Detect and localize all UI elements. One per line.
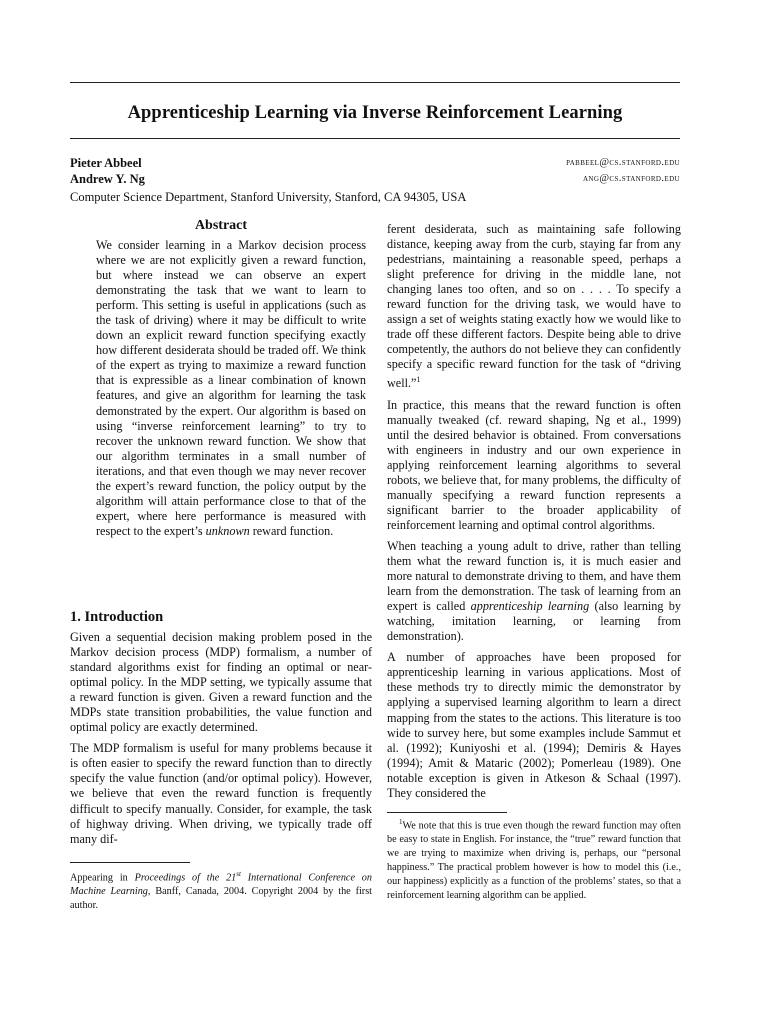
- paper-title: Apprenticeship Learning via Inverse Reinforcement Learning: [127, 103, 623, 123]
- footnote-1-text: We note that this is true even though the reward function may often be easy to state in English. For instance, the “true” reward function that we are trying to maximize when driving is, perhaps, our “personal happiness.” The practical problem however is how to model this (i.e., our happiness) explicitly as a function of the problems’ states, so that a reinforcement learning algorithm can be applied.: [387, 820, 681, 901]
- section-heading-introduction: 1. Introduction: [70, 609, 164, 625]
- abstract-body: [96, 238, 366, 539]
- intro-paragraph-2: The MDP formalism is useful for many problems because it is often easier to specify the reward function than to directly specify the value function (and/or optimal policy). However, we believe that even the reward function is frequently difficult to specify manually. Consider, for example, the task of highway driving. When driving, we typically trade off many dif-: [70, 741, 372, 846]
- abstract-text-main: We consider learning in a Markov decision process where we are not explicitly given a reward function, but where instead we can observe an expert demonstrating the task that we want to learn to perform. This setting is useful in applications (such as the task of driving) where it may be difficult to write down an explicit reward function specifying exactly how different desiderata should be traded off. We think of the expert as trying to maximize a reward function that is expressible as a linear combination of known features, and give an algorithm for learning the task demonstrated by the expert. Our algorithm is based on using “inverse reinforcement learning” to try to recover the unknown reward function. We show that our algorithm terminates in a small number of iterations, and that even though we may never recover the expert’s reward function, the policy output by the algorithm will attain performance close to that of the expert, where here performance is measured with respect to the expert’s: [96, 238, 366, 538]
- intro-paragraph-1: Given a sequential decision making problem posed in the Markov decision process (MDP) formalism, a number of standard algorithms exist for finding an optimal or near-optimal policy. In the MDP setting, we typically assume that a reward function is given. Given a reward function and the MDPs state transition probabilities, the value function and optimal policy are exactly determined.: [70, 630, 372, 735]
- title-bottom-rule: [70, 138, 680, 139]
- footnote-marker-1: 1: [416, 375, 421, 385]
- right-paragraph-4: A number of approaches have been proposed for apprenticeship learning in various applications. Most of these methods try to directly mimic the demonstrator by applying a supervised learning algorithm to learn a direct mapping from the states to the actions. This literature is too wide to survey here, but some examples include Sammut et al. (1992); Kuniyoshi et al. (1994); Demiris & Hayes (1994); Amit & Mataric (2002); Pomerleau (1989). One notable exception is given in Atkeson & Schaal (1997). They considered the: [387, 650, 681, 800]
- proceedings-note-italic-2: International Conference on Machine Learning: [70, 872, 372, 898]
- author-name-1: Pieter Abbeel: [70, 156, 142, 170]
- right-footnote: [387, 816, 681, 903]
- right-paragraph-2: In practice, this means that the reward function is often manually tweaked (cf. reward shaping, Ng et al., 1999) until the desired behavior is obtained. From conversations with engineers in industry and our own experience in applying reinforcement learning algorithms to several robots, we believe that, for many problems, the difficulty of manually specifying a reward function represents a significant barrier to the broader applicability of reinforcement learning and optimal control algorithms.: [387, 397, 681, 532]
- footnote-1: [387, 816, 681, 903]
- right-paragraph-3-b: (also learning by watching, imitation learning, or learning from demonstration).: [387, 599, 681, 644]
- left-footnote: [70, 868, 372, 913]
- author-email-1: pabbeel@cs.stanford.edu: [566, 157, 680, 168]
- footnote-1-mark: 1: [399, 818, 403, 826]
- left-footnote-rule: [70, 862, 190, 863]
- proceedings-note-a: Appearing in: [70, 872, 135, 884]
- proceedings-note-b: , Banff, Canada, 2004. Copyright 2004 by the first author.: [70, 886, 372, 912]
- right-paragraph-1-text: ferent desiderata, such as maintaining safe following distance, keeping away from the curb, staying far from any pedestrians, maintaining a reasonable speed, perhaps a slight preference for driving in the middle lane, not changing lanes too often, and so on . . . . To specify a reward function for the driving task, we would have to assign a set of weights stating exactly how we would like to trade off these different factors. Despite being able to drive competently, the authors do not believe they can confidently specify a specific reward function for the task of “driving well.”: [387, 222, 681, 391]
- proceedings-note-italic: Proceedings of the 21: [134, 872, 237, 884]
- right-paragraph-3: [387, 539, 681, 644]
- proceedings-note-sup: st: [236, 870, 241, 878]
- author-email-2: ang@cs.stanford.edu: [582, 173, 680, 184]
- author-name-2: Andrew Y. Ng: [70, 172, 145, 186]
- abstract-text: [96, 238, 366, 539]
- top-rule: [70, 82, 680, 83]
- right-paragraph-1: [387, 222, 681, 392]
- intro-column: [70, 630, 372, 847]
- right-paragraph-3-a: When teaching a young adult to drive, rather than telling them what the reward function is, it is much easier and more natural to demonstrate driving to them, and have them learn from the demonstration. The task of learning from an expert is called: [387, 539, 681, 614]
- abstract-text-end: reward function.: [249, 523, 334, 538]
- affiliation: Computer Science Department, Stanford University, Stanford, CA 94305, USA: [70, 190, 467, 204]
- abstract-heading: Abstract: [194, 218, 248, 233]
- right-column: [387, 222, 681, 801]
- right-paragraph-3-italic: apprenticeship learning: [470, 599, 590, 614]
- right-footnote-rule: [387, 812, 507, 813]
- proceedings-note: [70, 868, 372, 913]
- abstract-text-italic: unknown: [205, 523, 250, 538]
